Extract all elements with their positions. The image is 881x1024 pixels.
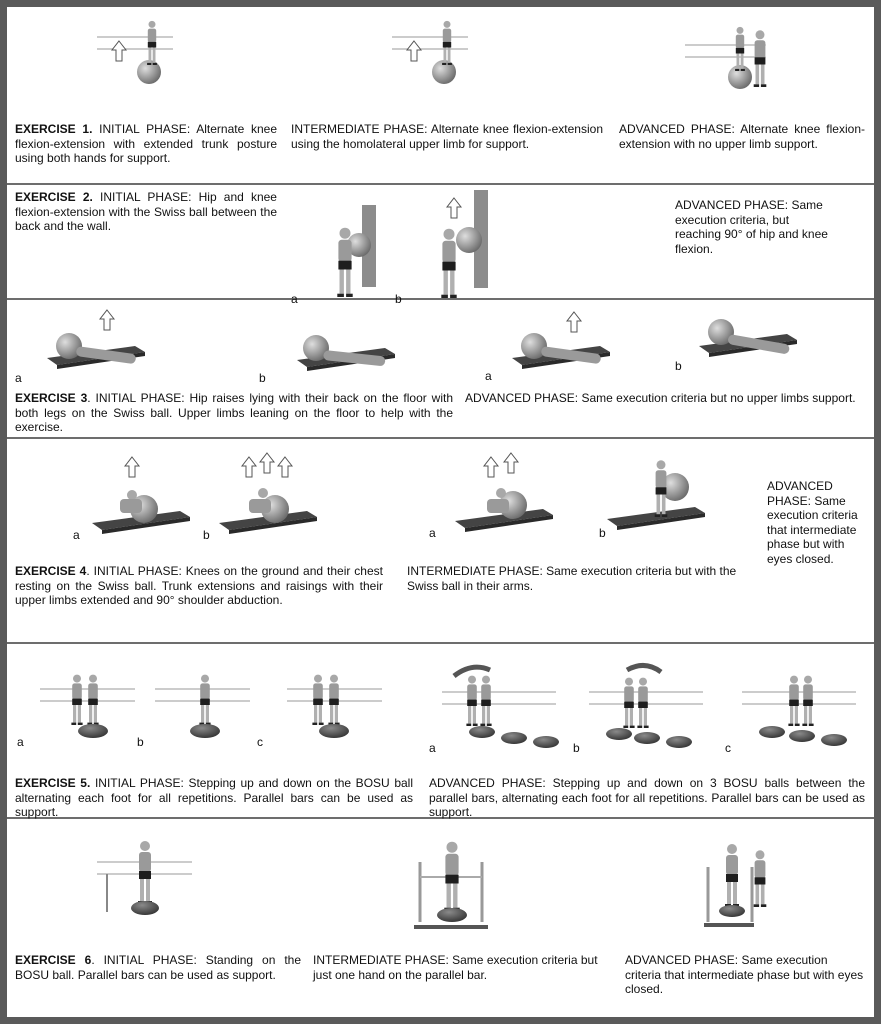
exercise-5-label-b: b bbox=[137, 735, 144, 749]
exercise-6-advanced-figure bbox=[702, 827, 782, 932]
exercise-4-intermediate-text: INTERMEDIATE PHASE: Same execution criteria but with the Swiss ball in their arms. bbox=[407, 564, 737, 593]
exercise-5-figure-c bbox=[282, 659, 387, 739]
exercise-4-figure-a bbox=[92, 459, 202, 539]
exercise-6-intermediate-text: INTERMEDIATE PHASE: Same execution criteria but just one hand on the parallel bar. bbox=[313, 953, 598, 982]
exercise-4-figure-d bbox=[607, 457, 717, 537]
exercise-1-initial-figure bbox=[97, 17, 177, 92]
exercise-3-label-d: b bbox=[675, 359, 682, 373]
exercise-6-intermediate-figure bbox=[412, 827, 492, 932]
exercise-4-figure-b bbox=[219, 459, 329, 539]
exercise-4-title: EXERCISE 4 bbox=[15, 564, 87, 578]
exercise-5-figure-e bbox=[589, 656, 719, 741]
exercise-2-title: EXERCISE 2. bbox=[15, 190, 93, 204]
exercise-4-initial-text: EXERCISE 4. INITIAL PHASE: Knees on the ground and their chest resting on the Swiss ball. Trunk extensions and raisings with their upper limbs extended and 90° shoulder abduction. bbox=[15, 564, 383, 607]
exercise-4-row bbox=[7, 439, 874, 644]
exercise-1-title: EXERCISE 1. bbox=[15, 122, 93, 136]
exercise-3-label-b: b bbox=[259, 371, 266, 385]
exercise-3-label-a: a bbox=[15, 371, 22, 385]
exercise-1-intermediate-text: INTERMEDIATE PHASE: Alternate knee flexion-extension using the homolateral upper limb for support. bbox=[291, 122, 603, 151]
exercise-2-row bbox=[7, 185, 874, 306]
exercise-6-initial-text: EXERCISE 6. INITIAL PHASE: Standing on the BOSU ball. Parallel bars can be used as support. bbox=[15, 953, 301, 982]
exercise-3-figure-b bbox=[292, 320, 402, 375]
exercise-3-figure-a bbox=[47, 308, 157, 373]
exercise-6-advanced-text: ADVANCED PHASE: Same execution criteria that intermediate phase but with eyes closed. bbox=[625, 953, 864, 996]
exercise-5-label-e: b bbox=[573, 741, 580, 755]
exercise-5-figure-a bbox=[35, 659, 140, 739]
exercise-4-label-a: a bbox=[73, 528, 80, 542]
exercise-2-label-b: b bbox=[395, 292, 402, 306]
exercise-5-advanced-text: ADVANCED PHASE: Stepping up and down on 3 BOSU balls between the parallel bars, alternating each foot for all repetitions. Parallel bars can be used as support. bbox=[429, 776, 865, 819]
exercise-3-initial-text: EXERCISE 3. INITIAL PHASE: Hip raises lying with their back on the floor with both legs on the Swiss ball. Upper limbs leaning on the floor to help with the exercise. bbox=[15, 391, 453, 434]
exercise-5-label-f: c bbox=[725, 741, 731, 755]
exercise-1-intermediate-figure bbox=[392, 17, 472, 92]
exercise-4-label-b: b bbox=[203, 528, 210, 542]
exercise-3-figure-d bbox=[697, 308, 807, 363]
exercise-5-title: EXERCISE 5. bbox=[15, 776, 91, 790]
exercise-4-figure-c bbox=[455, 457, 565, 537]
exercise-5-figure-f bbox=[742, 656, 872, 741]
exercise-3-figure-c bbox=[512, 310, 622, 375]
exercise-4-label-c: a bbox=[429, 526, 436, 540]
exercise-2-figure-b bbox=[419, 190, 499, 300]
exercise-4-advanced-text: ADVANCED PHASE: Same execution criteria that intermediate phase but with eyes closed. bbox=[767, 479, 858, 566]
exercise-5-label-c: c bbox=[257, 735, 263, 749]
exercise-5-label-a: a bbox=[17, 735, 24, 749]
exercise-5-initial-text: EXERCISE 5. INITIAL PHASE: Stepping up and down on the BOSU ball alternating each foot for all repetitions. Parallel bars can be used as support. bbox=[15, 776, 414, 819]
exercise-5-row bbox=[7, 644, 874, 819]
exercise-1-advanced-figure bbox=[685, 15, 775, 100]
exercise-6-initial-figure bbox=[87, 824, 197, 919]
exercise-4-label-d: b bbox=[599, 526, 606, 540]
exercise-2-figure-a bbox=[317, 205, 387, 300]
exercise-5-figure-b bbox=[155, 659, 260, 739]
exercise-1-advanced-text: ADVANCED PHASE: Alternate knee flexion-extension with no upper limb support. bbox=[619, 122, 865, 151]
exercise-6-row bbox=[7, 819, 874, 1017]
exercise-2-label-a: a bbox=[291, 292, 298, 306]
exercise-1-initial-text: EXERCISE 1. INITIAL PHASE: Alternate knee flexion-extension with extended trunk posture using both hands for support. bbox=[15, 122, 277, 165]
exercise-3-advanced-text: ADVANCED PHASE: Same execution criteria but no upper limbs support. bbox=[465, 391, 856, 405]
exercise-2-initial-text: EXERCISE 2. INITIAL PHASE: Hip and knee flexion-extension with the Swiss ball between the back and the wall. bbox=[15, 190, 277, 233]
exercise-2-advanced-text: ADVANCED PHASE: Same execution criteria, but reaching 90° of hip and knee flexion. bbox=[675, 198, 828, 256]
exercise-3-label-c: a bbox=[485, 369, 492, 383]
exercise-6-title: EXERCISE 6 bbox=[15, 953, 92, 967]
exercise-3-row bbox=[7, 300, 874, 439]
exercise-5-figure-d bbox=[442, 656, 572, 741]
exercise-sheet bbox=[7, 7, 874, 1017]
exercise-3-title: EXERCISE 3 bbox=[15, 391, 88, 405]
exercise-5-label-d: a bbox=[429, 741, 436, 755]
exercise-1-row bbox=[7, 7, 874, 185]
